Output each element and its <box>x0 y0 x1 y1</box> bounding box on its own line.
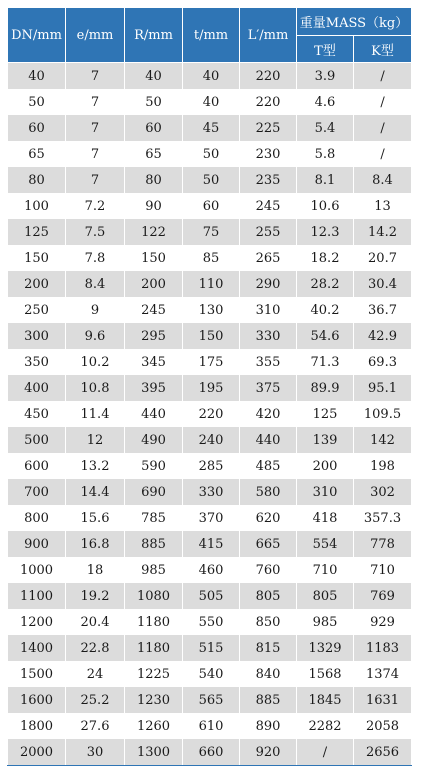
cell-mass-k: 778 <box>354 531 412 557</box>
cell-dn: 80 <box>8 167 66 193</box>
table-row <box>8 427 412 453</box>
cell-r: 490 <box>125 427 183 453</box>
cell-mass-t: 1845 <box>297 687 354 713</box>
cell-l: 245 <box>240 193 297 219</box>
table-row <box>8 479 412 505</box>
cell-r: 1230 <box>125 687 183 713</box>
cell-mass-k: 710 <box>354 557 412 583</box>
cell-e: 10.8 <box>66 375 125 401</box>
cell-e: 9.6 <box>66 323 125 349</box>
table-row <box>8 63 412 90</box>
cell-t: 150 <box>183 323 240 349</box>
table-row <box>8 115 412 141</box>
cell-mass-k: / <box>354 89 412 115</box>
cell-r: 80 <box>125 167 183 193</box>
cell-e: 27.6 <box>66 713 125 739</box>
cell-e: 8.4 <box>66 271 125 297</box>
cell-mass-t: 200 <box>297 453 354 479</box>
cell-e: 7 <box>66 141 125 167</box>
cell-dn: 200 <box>8 271 66 297</box>
cell-l: 220 <box>240 63 297 90</box>
cell-e: 19.2 <box>66 583 125 609</box>
cell-dn: 50 <box>8 89 66 115</box>
cell-l: 485 <box>240 453 297 479</box>
cell-dn: 1100 <box>8 583 66 609</box>
cell-mass-k: 1183 <box>354 635 412 661</box>
cell-dn: 40 <box>8 63 66 90</box>
table-row <box>8 635 412 661</box>
cell-dn: 700 <box>8 479 66 505</box>
header-l: L′/mm <box>240 8 297 63</box>
cell-l: 920 <box>240 739 297 766</box>
cell-mass-k: 357.3 <box>354 505 412 531</box>
cell-l: 850 <box>240 609 297 635</box>
cell-t: 85 <box>183 245 240 271</box>
cell-e: 7.8 <box>66 245 125 271</box>
cell-dn: 2000 <box>8 739 66 766</box>
cell-r: 1260 <box>125 713 183 739</box>
cell-mass-t: 554 <box>297 531 354 557</box>
cell-e: 7.5 <box>66 219 125 245</box>
header-k-type: K型 <box>354 36 412 63</box>
cell-t: 610 <box>183 713 240 739</box>
cell-e: 25.2 <box>66 687 125 713</box>
cell-dn: 65 <box>8 141 66 167</box>
cell-mass-k: 929 <box>354 609 412 635</box>
cell-l: 620 <box>240 505 297 531</box>
header-e: e/mm <box>66 8 125 63</box>
cell-t: 40 <box>183 63 240 90</box>
cell-r: 200 <box>125 271 183 297</box>
cell-mass-t: 710 <box>297 557 354 583</box>
cell-r: 440 <box>125 401 183 427</box>
cell-mass-k: 36.7 <box>354 297 412 323</box>
cell-mass-k: 2058 <box>354 713 412 739</box>
cell-t: 515 <box>183 635 240 661</box>
table-row <box>8 739 412 766</box>
cell-t: 110 <box>183 271 240 297</box>
cell-r: 690 <box>125 479 183 505</box>
table-row <box>8 661 412 687</box>
cell-r: 345 <box>125 349 183 375</box>
cell-mass-k: 8.4 <box>354 167 412 193</box>
cell-mass-k: / <box>354 63 412 90</box>
cell-l: 890 <box>240 713 297 739</box>
cell-t: 540 <box>183 661 240 687</box>
cell-dn: 500 <box>8 427 66 453</box>
cell-mass-k: 1631 <box>354 687 412 713</box>
cell-mass-t: 139 <box>297 427 354 453</box>
cell-r: 1180 <box>125 609 183 635</box>
header-t-type: T型 <box>297 36 354 63</box>
cell-mass-k: / <box>354 141 412 167</box>
cell-mass-k: 198 <box>354 453 412 479</box>
cell-l: 330 <box>240 323 297 349</box>
cell-e: 7 <box>66 115 125 141</box>
cell-mass-t: / <box>297 739 354 766</box>
cell-mass-t: 10.6 <box>297 193 354 219</box>
cell-t: 45 <box>183 115 240 141</box>
cell-mass-k: 42.9 <box>354 323 412 349</box>
cell-t: 40 <box>183 89 240 115</box>
cell-mass-k: 142 <box>354 427 412 453</box>
cell-e: 7 <box>66 63 125 90</box>
cell-r: 60 <box>125 115 183 141</box>
cell-r: 90 <box>125 193 183 219</box>
cell-r: 785 <box>125 505 183 531</box>
cell-dn: 60 <box>8 115 66 141</box>
cell-mass-k: 2656 <box>354 739 412 766</box>
cell-r: 65 <box>125 141 183 167</box>
cell-l: 220 <box>240 89 297 115</box>
cell-r: 590 <box>125 453 183 479</box>
cell-dn: 250 <box>8 297 66 323</box>
cell-e: 9 <box>66 297 125 323</box>
cell-r: 1225 <box>125 661 183 687</box>
cell-e: 7 <box>66 167 125 193</box>
table-row <box>8 219 412 245</box>
cell-l: 265 <box>240 245 297 271</box>
spec-table <box>7 7 412 766</box>
cell-t: 505 <box>183 583 240 609</box>
cell-t: 50 <box>183 167 240 193</box>
cell-t: 285 <box>183 453 240 479</box>
cell-r: 395 <box>125 375 183 401</box>
cell-mass-t: 125 <box>297 401 354 427</box>
cell-l: 290 <box>240 271 297 297</box>
cell-e: 24 <box>66 661 125 687</box>
cell-mass-t: 18.2 <box>297 245 354 271</box>
table-row <box>8 401 412 427</box>
cell-mass-k: 109.5 <box>354 401 412 427</box>
table-row <box>8 609 412 635</box>
cell-mass-t: 71.3 <box>297 349 354 375</box>
table-row <box>8 375 412 401</box>
cell-mass-t: 12.3 <box>297 219 354 245</box>
table-row <box>8 557 412 583</box>
cell-e: 20.4 <box>66 609 125 635</box>
table-row <box>8 297 412 323</box>
cell-dn: 900 <box>8 531 66 557</box>
cell-mass-k: 30.4 <box>354 271 412 297</box>
table-row <box>8 193 412 219</box>
cell-r: 985 <box>125 557 183 583</box>
cell-e: 13.2 <box>66 453 125 479</box>
cell-mass-t: 5.8 <box>297 141 354 167</box>
cell-r: 122 <box>125 219 183 245</box>
cell-mass-t: 2282 <box>297 713 354 739</box>
cell-dn: 150 <box>8 245 66 271</box>
cell-dn: 350 <box>8 349 66 375</box>
cell-e: 10.2 <box>66 349 125 375</box>
cell-mass-k: 20.7 <box>354 245 412 271</box>
cell-mass-t: 310 <box>297 479 354 505</box>
cell-dn: 1600 <box>8 687 66 713</box>
cell-e: 7 <box>66 89 125 115</box>
cell-r: 245 <box>125 297 183 323</box>
cell-dn: 100 <box>8 193 66 219</box>
cell-l: 420 <box>240 401 297 427</box>
cell-dn: 800 <box>8 505 66 531</box>
cell-r: 50 <box>125 89 183 115</box>
table-row <box>8 167 412 193</box>
spec-table-container <box>7 7 412 766</box>
cell-e: 14.4 <box>66 479 125 505</box>
cell-mass-t: 89.9 <box>297 375 354 401</box>
cell-dn: 1800 <box>8 713 66 739</box>
cell-l: 235 <box>240 167 297 193</box>
table-row <box>8 583 412 609</box>
cell-r: 40 <box>125 63 183 90</box>
cell-mass-k: 69.3 <box>354 349 412 375</box>
cell-l: 665 <box>240 531 297 557</box>
cell-mass-t: 54.6 <box>297 323 354 349</box>
table-row <box>8 453 412 479</box>
cell-mass-t: 8.1 <box>297 167 354 193</box>
cell-l: 760 <box>240 557 297 583</box>
cell-t: 330 <box>183 479 240 505</box>
cell-mass-t: 28.2 <box>297 271 354 297</box>
cell-mass-t: 418 <box>297 505 354 531</box>
cell-e: 7.2 <box>66 193 125 219</box>
cell-l: 355 <box>240 349 297 375</box>
table-row <box>8 271 412 297</box>
cell-mass-t: 1568 <box>297 661 354 687</box>
cell-l: 225 <box>240 115 297 141</box>
cell-dn: 400 <box>8 375 66 401</box>
cell-r: 1180 <box>125 635 183 661</box>
cell-l: 815 <box>240 635 297 661</box>
cell-t: 660 <box>183 739 240 766</box>
cell-t: 550 <box>183 609 240 635</box>
cell-mass-t: 805 <box>297 583 354 609</box>
cell-dn: 300 <box>8 323 66 349</box>
table-row <box>8 531 412 557</box>
cell-mass-t: 3.9 <box>297 63 354 90</box>
cell-r: 1300 <box>125 739 183 766</box>
cell-r: 885 <box>125 531 183 557</box>
table-row <box>8 505 412 531</box>
cell-mass-k: 769 <box>354 583 412 609</box>
cell-t: 220 <box>183 401 240 427</box>
cell-l: 255 <box>240 219 297 245</box>
cell-dn: 1000 <box>8 557 66 583</box>
cell-mass-k: 13 <box>354 193 412 219</box>
cell-t: 370 <box>183 505 240 531</box>
header-mass: 重量MASS（kg） <box>297 8 412 36</box>
cell-t: 130 <box>183 297 240 323</box>
table-row <box>8 245 412 271</box>
table-row <box>8 141 412 167</box>
table-row <box>8 323 412 349</box>
cell-r: 150 <box>125 245 183 271</box>
cell-e: 18 <box>66 557 125 583</box>
cell-r: 295 <box>125 323 183 349</box>
cell-e: 15.6 <box>66 505 125 531</box>
cell-dn: 1500 <box>8 661 66 687</box>
cell-e: 22.8 <box>66 635 125 661</box>
cell-t: 415 <box>183 531 240 557</box>
cell-dn: 1200 <box>8 609 66 635</box>
cell-e: 12 <box>66 427 125 453</box>
cell-l: 440 <box>240 427 297 453</box>
cell-mass-k: 14.2 <box>354 219 412 245</box>
cell-mass-k: 302 <box>354 479 412 505</box>
table-row <box>8 713 412 739</box>
cell-mass-k: / <box>354 115 412 141</box>
cell-mass-t: 1329 <box>297 635 354 661</box>
header-t: t/mm <box>183 8 240 63</box>
cell-mass-t: 985 <box>297 609 354 635</box>
cell-t: 50 <box>183 141 240 167</box>
table-header <box>8 8 412 63</box>
cell-dn: 1400 <box>8 635 66 661</box>
cell-dn: 450 <box>8 401 66 427</box>
table-row <box>8 349 412 375</box>
cell-t: 240 <box>183 427 240 453</box>
cell-t: 460 <box>183 557 240 583</box>
cell-mass-k: 95.1 <box>354 375 412 401</box>
cell-t: 60 <box>183 193 240 219</box>
cell-mass-t: 4.6 <box>297 89 354 115</box>
header-dn: DN/mm <box>8 8 66 63</box>
cell-l: 805 <box>240 583 297 609</box>
cell-e: 30 <box>66 739 125 766</box>
cell-e: 11.4 <box>66 401 125 427</box>
cell-l: 840 <box>240 661 297 687</box>
cell-mass-t: 5.4 <box>297 115 354 141</box>
cell-l: 375 <box>240 375 297 401</box>
cell-r: 1080 <box>125 583 183 609</box>
table-row <box>8 687 412 713</box>
cell-dn: 600 <box>8 453 66 479</box>
cell-t: 75 <box>183 219 240 245</box>
header-r: R/mm <box>125 8 183 63</box>
cell-l: 310 <box>240 297 297 323</box>
cell-mass-t: 40.2 <box>297 297 354 323</box>
table-row <box>8 89 412 115</box>
cell-dn: 125 <box>8 219 66 245</box>
cell-mass-k: 1374 <box>354 661 412 687</box>
cell-e: 16.8 <box>66 531 125 557</box>
cell-t: 195 <box>183 375 240 401</box>
cell-l: 885 <box>240 687 297 713</box>
cell-t: 565 <box>183 687 240 713</box>
cell-t: 175 <box>183 349 240 375</box>
cell-l: 580 <box>240 479 297 505</box>
table-body <box>8 63 412 766</box>
cell-l: 230 <box>240 141 297 167</box>
